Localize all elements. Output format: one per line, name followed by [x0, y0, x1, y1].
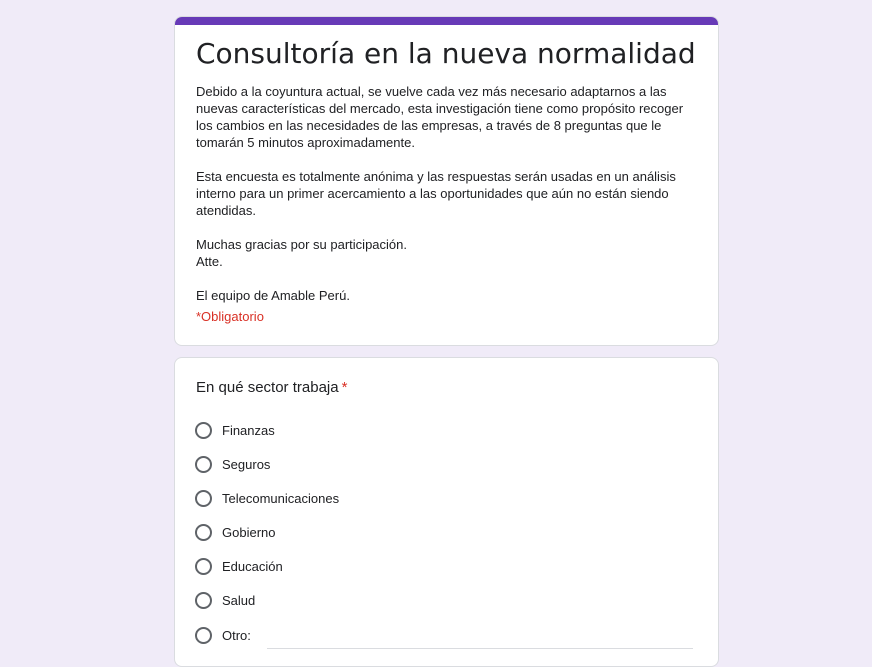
required-note: *Obligatorio — [196, 309, 264, 324]
option-label: Gobierno — [222, 524, 276, 540]
other-text-input[interactable] — [267, 628, 693, 649]
required-asterisk: * — [341, 379, 348, 396]
question-title-text: En qué sector trabaja — [196, 379, 339, 396]
radio-button[interactable] — [195, 524, 212, 541]
radio-button[interactable] — [195, 422, 212, 439]
option-otro[interactable] — [195, 625, 695, 645]
form-description — [196, 83, 701, 321]
form-title: Consultoría en la nueva normalidad — [196, 37, 696, 70]
description-paragraph-anonymity: Esta encuesta es totalmente anónima y las respuestas serán usadas en un análisis interno para un primer acercamiento a las oportunidades que aún no están siendo atendidas. — [196, 169, 676, 218]
option-label: Otro: — [222, 627, 251, 643]
form-header-card — [174, 16, 719, 346]
option-label: Salud — [222, 592, 256, 608]
option-salud[interactable] — [195, 590, 695, 610]
option-seguros[interactable] — [195, 454, 695, 474]
option-gobierno[interactable] — [195, 522, 695, 542]
option-label: Finanzas — [222, 422, 275, 438]
option-label: Seguros — [222, 456, 271, 472]
question-card-sector — [174, 357, 719, 667]
question-title — [196, 378, 347, 398]
description-regards: Atte. — [196, 254, 223, 269]
description-signature: El equipo de Amable Perú. — [196, 288, 350, 303]
radio-button[interactable] — [195, 490, 212, 507]
option-telecomunicaciones[interactable] — [195, 488, 695, 508]
option-educacion[interactable] — [195, 556, 695, 576]
option-label: Educación — [222, 558, 283, 574]
radio-button[interactable] — [195, 627, 212, 644]
radio-button[interactable] — [195, 456, 212, 473]
description-paragraph-purpose: Debido a la coyuntura actual, se vuelve cada vez más necesario adaptarnos a las nuevas características del mercado, esta investigación tiene como propósito recoger los cambios en las necesidades de las empresas, a través de 8 preguntas que le tomarán 5 minutos aproximadamente. — [196, 84, 684, 150]
option-label: Telecomunicaciones — [222, 490, 340, 506]
description-thanks: Muchas gracias por su participación. — [196, 237, 407, 252]
radio-button[interactable] — [195, 592, 212, 609]
radio-button[interactable] — [195, 558, 212, 575]
header-accent-bar — [175, 17, 718, 25]
option-finanzas[interactable] — [195, 420, 695, 440]
